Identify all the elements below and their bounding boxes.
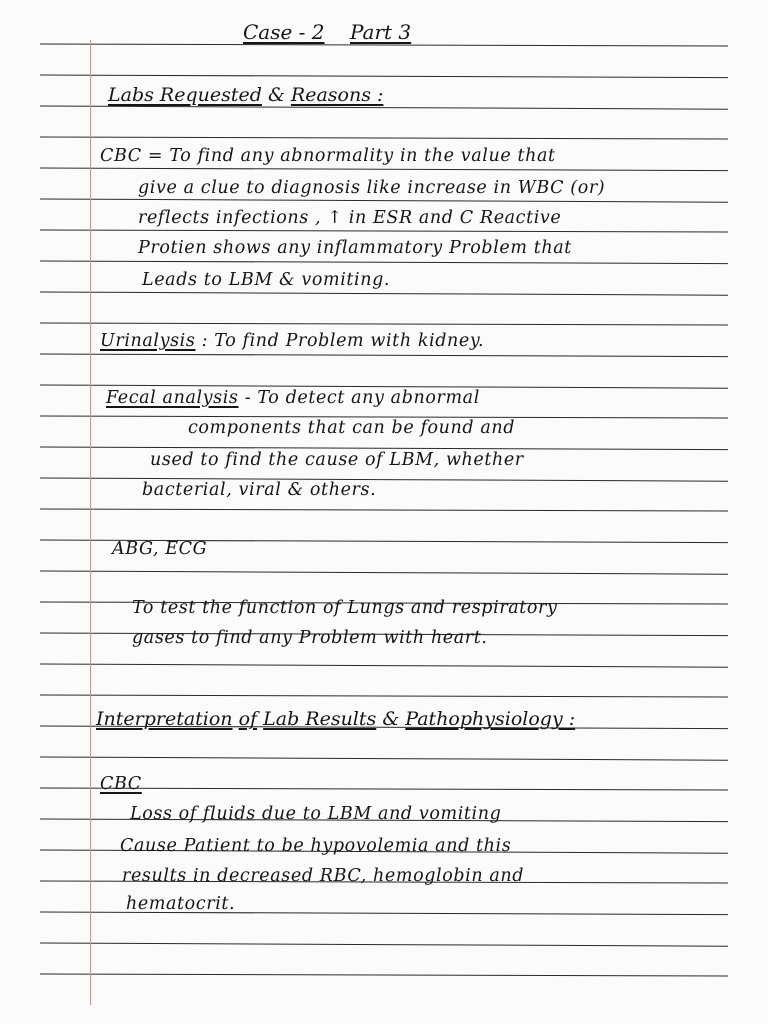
ruled-line <box>40 943 728 946</box>
ruled-line <box>40 757 728 760</box>
heading-lab-results: Lab Results <box>263 708 377 730</box>
cbc-interp-line-1: Loss of fluids due to LBM and vomiting <box>130 804 502 824</box>
ruled-line <box>40 509 728 511</box>
fecal-label: Fecal analysis <box>106 388 239 408</box>
cbc-line-3: reflects infections , ↑ in ESR and C Reactive <box>138 208 562 228</box>
title-case: Case - 2 <box>243 20 325 44</box>
cbc-interp-line-4: hematocrit. <box>126 894 236 914</box>
ruled-line <box>40 168 728 171</box>
heading-amp: & <box>267 84 285 106</box>
heading-labs-requested: Labs Requested <box>108 84 262 106</box>
ruled-line <box>40 974 728 976</box>
margin-line <box>90 40 91 1005</box>
heading-pathophysiology: Pathophysiology : <box>405 708 576 730</box>
heading-amp-2: & <box>382 708 400 730</box>
cbc-line-2: give a clue to diagnosis like increase in WBC (or) <box>138 178 606 198</box>
ruled-line <box>40 664 728 667</box>
ruled-line <box>40 44 728 46</box>
heading-reasons: Reasons : <box>290 84 384 106</box>
fecal-line-4: bacterial, viral & others. <box>142 480 377 500</box>
cbc-interp-line-2: Cause Patient to be hypovolemia and this <box>120 836 512 856</box>
ruled-line <box>40 788 728 790</box>
ruled-line <box>40 137 728 139</box>
abg-label: ABG, ECG <box>112 539 208 559</box>
ruled-line <box>40 75 728 78</box>
page-title <box>243 22 411 42</box>
cbc-interp-label: CBC <box>100 774 142 794</box>
section-heading-interpretation <box>96 710 575 729</box>
ruled-line <box>40 230 728 232</box>
urinalysis-line <box>100 333 484 351</box>
urinalysis-label: Urinalysis <box>100 331 196 351</box>
title-part: Part 3 <box>349 20 412 44</box>
fecal-line-1 <box>106 390 480 408</box>
ruled-line <box>40 354 728 357</box>
ruled-line <box>40 571 728 574</box>
cbc-line-1: CBC = To find any abnormality in the value that <box>100 146 556 166</box>
fecal-line-3: used to find the cause of LBM, whether <box>150 450 524 470</box>
cbc-interp-line-3: results in decreased RBC, hemoglobin and <box>122 866 525 886</box>
ruled-line <box>40 695 728 697</box>
ruled-line <box>40 199 728 202</box>
ruled-line <box>40 292 728 295</box>
ruled-line <box>40 323 728 325</box>
cbc-line-4: Protien shows any inflammatory Problem that <box>138 238 572 258</box>
fecal-line-2: components that can be found and <box>188 418 516 438</box>
fecal-text-1: - To detect any abnormal <box>244 388 480 408</box>
ruled-line <box>40 106 728 109</box>
ruled-line <box>40 261 728 264</box>
abg-line-2: gases to find any Problem with heart. <box>132 628 488 648</box>
urinalysis-text: : To find Problem with kidney. <box>201 331 485 351</box>
heading-interpretation: Interpretation <box>96 708 233 730</box>
section-heading-labs <box>108 86 383 105</box>
abg-line-1: To test the function of Lungs and respiratory <box>132 598 558 618</box>
heading-of: of <box>238 708 258 730</box>
cbc-line-5: Leads to LBM & vomiting. <box>142 270 391 290</box>
